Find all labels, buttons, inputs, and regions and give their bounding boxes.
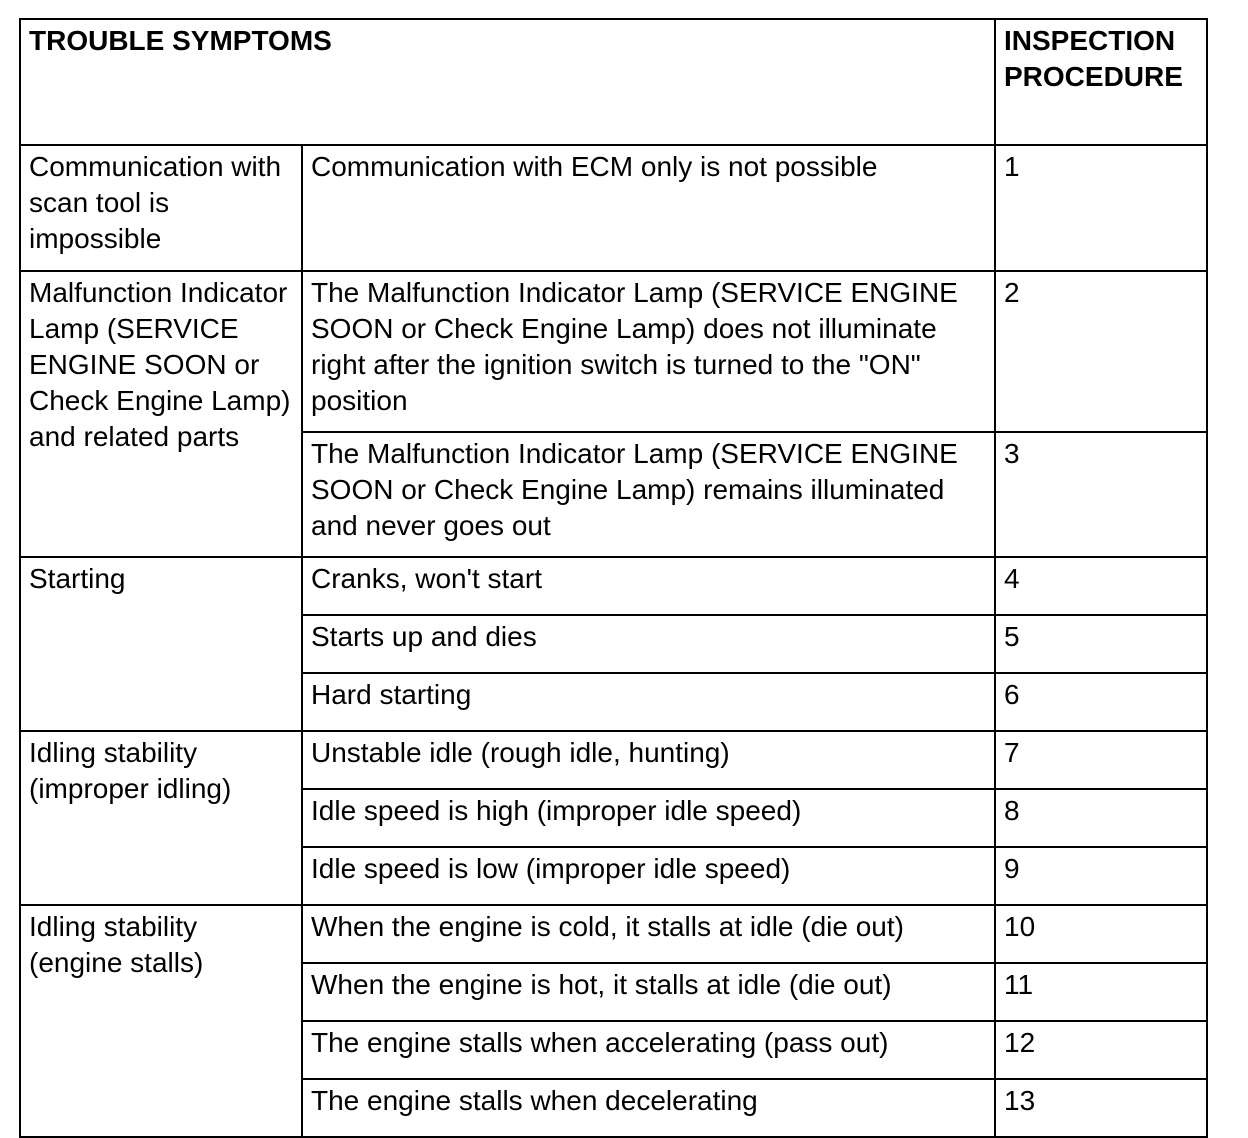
header-trouble-symptoms: TROUBLE SYMPTOMS [20,19,995,145]
procedure-cell: 4 [995,557,1207,615]
procedure-cell: 2 [995,271,1207,432]
symptom-cell: Cranks, won't start [302,557,995,615]
procedure-cell: 3 [995,432,1207,557]
table-row [20,271,1207,432]
procedure-cell: 5 [995,615,1207,673]
trouble-symptoms-table [19,18,1208,1138]
header-inspection-procedure: INSPECTION PROCEDURE [995,19,1207,145]
symptom-cell: Communication with ECM only is not possible [302,145,995,271]
procedure-cell: 13 [995,1079,1207,1137]
procedure-cell: 12 [995,1021,1207,1079]
symptom-cell: When the engine is hot, it stalls at idle (die out) [302,963,995,1021]
symptom-cell: Hard starting [302,673,995,731]
symptom-cell: The Malfunction Indicator Lamp (SERVICE ENGINE SOON or Check Engine Lamp) remains illuminated and never goes out [302,432,995,557]
category-cell: Malfunction Indicator Lamp (SERVICE ENGINE SOON or Check Engine Lamp) and related parts [20,271,302,557]
symptom-cell: The engine stalls when decelerating [302,1079,995,1137]
category-cell: Idling stability (improper idling) [20,731,302,905]
symptom-cell: Idle speed is high (improper idle speed) [302,789,995,847]
symptom-cell: When the engine is cold, it stalls at idle (die out) [302,905,995,963]
symptom-cell: Idle speed is low (improper idle speed) [302,847,995,905]
symptom-cell: Unstable idle (rough idle, hunting) [302,731,995,789]
category-cell: Communication with scan tool is impossible [20,145,302,271]
table-header-row [20,19,1207,145]
symptom-cell: The Malfunction Indicator Lamp (SERVICE ENGINE SOON or Check Engine Lamp) does not illuminate right after the ignition switch is turned to the "ON" position [302,271,995,432]
symptom-cell: The engine stalls when accelerating (pass out) [302,1021,995,1079]
table-row [20,905,1207,963]
category-cell: Idling stability (engine stalls) [20,905,302,1137]
procedure-cell: 1 [995,145,1207,271]
symptom-cell: Starts up and dies [302,615,995,673]
procedure-cell: 10 [995,905,1207,963]
procedure-cell: 8 [995,789,1207,847]
procedure-cell: 6 [995,673,1207,731]
category-cell: Starting [20,557,302,731]
table-row [20,557,1207,615]
procedure-cell: 9 [995,847,1207,905]
procedure-cell: 11 [995,963,1207,1021]
table-row [20,145,1207,271]
table-row [20,731,1207,789]
procedure-cell: 7 [995,731,1207,789]
